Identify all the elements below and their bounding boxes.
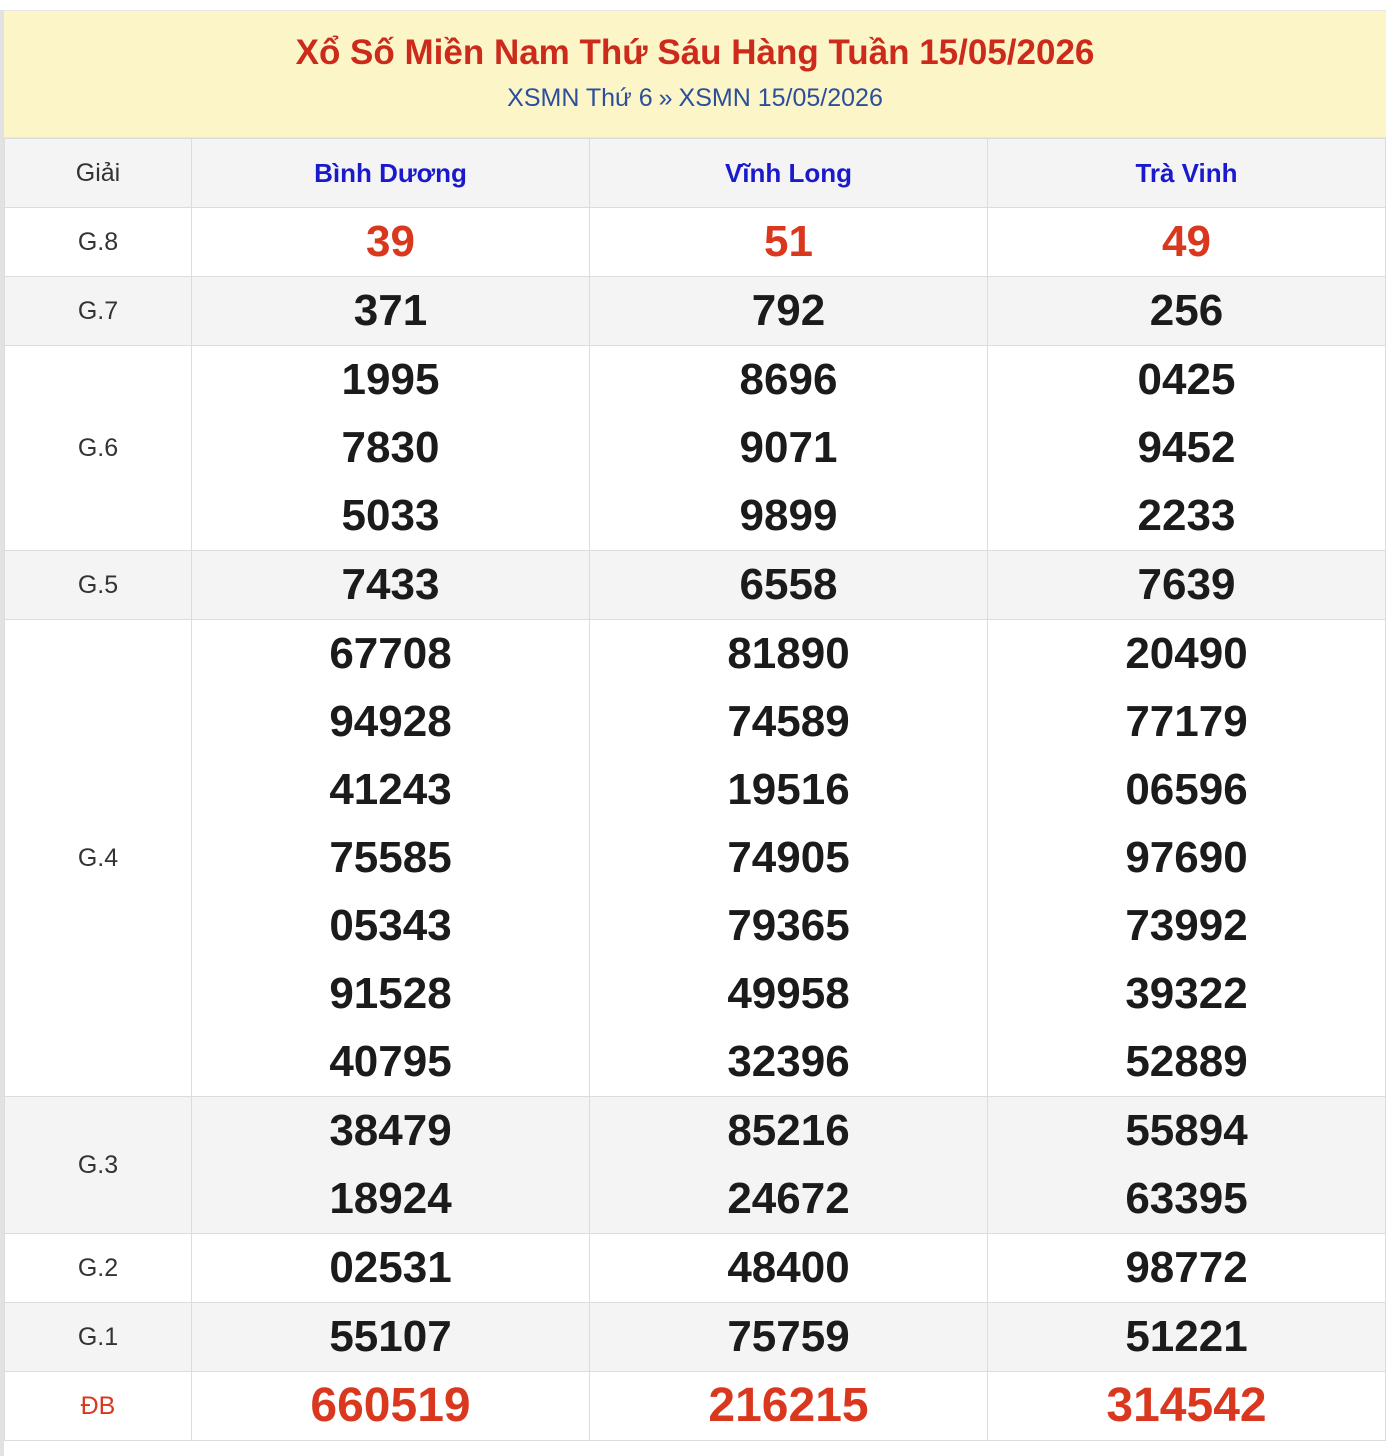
page-title: Xổ Số Miền Nam Thứ Sáu Hàng Tuần 15/05/2026 — [295, 33, 1095, 72]
province-binh-duong[interactable]: Bình Dương — [192, 139, 590, 208]
prize-label: G.8 — [5, 208, 192, 277]
prize-label: G.6 — [5, 346, 192, 551]
prize-number: 81890 — [727, 629, 850, 678]
prize-number: 6558 — [739, 560, 838, 609]
prize-number: 94928 — [329, 697, 452, 746]
prize-number: 05343 — [329, 901, 452, 950]
prize-cell — [590, 277, 988, 346]
prize-number: 41243 — [329, 765, 452, 814]
prize-number: 02531 — [329, 1243, 452, 1292]
prize-label: G.1 — [5, 1303, 192, 1372]
prize-number: 0425 — [1137, 355, 1236, 404]
prize-number: 85216 — [727, 1106, 850, 1155]
prize-number: 2233 — [1137, 491, 1236, 540]
prize-cell — [192, 1234, 590, 1303]
prize-cell — [590, 346, 988, 551]
col-label-giai: Giải — [5, 139, 192, 208]
prize-cell — [988, 1303, 1386, 1372]
results-table — [4, 138, 1386, 1441]
prize-cell — [988, 346, 1386, 551]
prize-cell — [988, 551, 1386, 620]
prize-cell — [192, 277, 590, 346]
prize-row-g3 — [5, 1097, 1386, 1234]
table-header-row — [5, 139, 1386, 208]
prize-cell — [590, 1234, 988, 1303]
prize-number: 97690 — [1125, 833, 1248, 882]
prize-number: 256 — [1149, 286, 1224, 335]
prize-number: 371 — [353, 286, 428, 335]
prize-label: G.7 — [5, 277, 192, 346]
prize-cell — [590, 208, 988, 277]
prize-row-g8 — [5, 208, 1386, 277]
prize-label: G.5 — [5, 551, 192, 620]
special-prize-number: 216215 — [708, 1379, 869, 1432]
prize-number: 7433 — [341, 560, 440, 609]
special-prize-number: 314542 — [1106, 1379, 1267, 1432]
prize-row-g2 — [5, 1234, 1386, 1303]
prize-number: 73992 — [1125, 901, 1248, 950]
prize-number: 63395 — [1125, 1174, 1248, 1223]
prize-label: G.3 — [5, 1097, 192, 1234]
prize-number: 79365 — [727, 901, 850, 950]
province-vinh-long[interactable]: Vĩnh Long — [590, 139, 988, 208]
prize-number: 52889 — [1125, 1037, 1248, 1086]
prize-cell — [192, 346, 590, 551]
prize-cell — [988, 1097, 1386, 1234]
prize-row-special — [5, 1372, 1386, 1441]
prize-number: 19516 — [727, 765, 850, 814]
breadcrumb-link-thu-6[interactable]: XSMN Thứ 6 — [507, 84, 653, 112]
prize-row-g7 — [5, 277, 1386, 346]
prize-number: 39322 — [1125, 969, 1248, 1018]
prize-number: 18924 — [329, 1174, 452, 1223]
prize-row-g1 — [5, 1303, 1386, 1372]
prize-number: 06596 — [1125, 765, 1248, 814]
prize-number: 1995 — [341, 355, 440, 404]
prize-cell — [590, 1303, 988, 1372]
prize-number: 40795 — [329, 1037, 452, 1086]
prize-label: G.2 — [5, 1234, 192, 1303]
prize-number: 67708 — [329, 629, 452, 678]
prize-number: 91528 — [329, 969, 452, 1018]
prize-number: 5033 — [341, 491, 440, 540]
prize-number: 20490 — [1125, 629, 1248, 678]
prize-number: 32396 — [727, 1037, 850, 1086]
prize-number: 9071 — [739, 423, 838, 472]
results-header — [4, 10, 1386, 138]
prize-number: 49958 — [727, 969, 850, 1018]
prize-number: 49 — [1162, 217, 1211, 266]
prize-number: 55107 — [329, 1312, 452, 1361]
prize-cell — [192, 620, 590, 1097]
prize-cell — [988, 1372, 1386, 1441]
prize-cell — [192, 1372, 590, 1441]
prize-row-g6 — [5, 346, 1386, 551]
prize-label: G.4 — [5, 620, 192, 1097]
prize-number: 75759 — [727, 1312, 850, 1361]
prize-row-g4 — [5, 620, 1386, 1097]
prize-number: 8696 — [739, 355, 838, 404]
prize-number: 792 — [751, 286, 826, 335]
prize-cell — [988, 277, 1386, 346]
prize-row-g5 — [5, 551, 1386, 620]
prize-number: 98772 — [1125, 1243, 1248, 1292]
prize-number: 51 — [764, 217, 813, 266]
breadcrumb-current[interactable]: XSMN 15/05/2026 — [678, 84, 883, 112]
prize-number: 55894 — [1125, 1106, 1248, 1155]
prize-cell — [192, 551, 590, 620]
prize-number: 74905 — [727, 833, 850, 882]
results-panel — [0, 10, 1386, 1456]
prize-cell — [988, 620, 1386, 1097]
prize-cell — [590, 620, 988, 1097]
prize-number: 38479 — [329, 1106, 452, 1155]
prize-number: 7830 — [341, 423, 440, 472]
prize-number: 77179 — [1125, 697, 1248, 746]
prize-cell — [590, 1372, 988, 1441]
prize-number: 74589 — [727, 697, 850, 746]
prize-number: 48400 — [727, 1243, 850, 1292]
prize-cell — [192, 1097, 590, 1234]
prize-number: 9899 — [739, 491, 838, 540]
prize-cell — [590, 1097, 988, 1234]
prize-cell — [988, 1234, 1386, 1303]
prize-number: 24672 — [727, 1174, 850, 1223]
prize-cell — [192, 208, 590, 277]
prize-number: 7639 — [1137, 560, 1236, 609]
breadcrumb — [4, 83, 1386, 113]
prize-number: 75585 — [329, 833, 452, 882]
prize-cell — [988, 208, 1386, 277]
special-prize-number: 660519 — [310, 1379, 471, 1432]
prize-cell — [192, 1303, 590, 1372]
province-tra-vinh[interactable]: Trà Vinh — [988, 139, 1386, 208]
prize-label-special: ĐB — [5, 1372, 192, 1441]
prize-cell — [590, 551, 988, 620]
breadcrumb-separator: » — [658, 84, 673, 112]
prize-number: 9452 — [1137, 423, 1236, 472]
prize-number: 39 — [366, 217, 415, 266]
prize-number: 51221 — [1125, 1312, 1248, 1361]
